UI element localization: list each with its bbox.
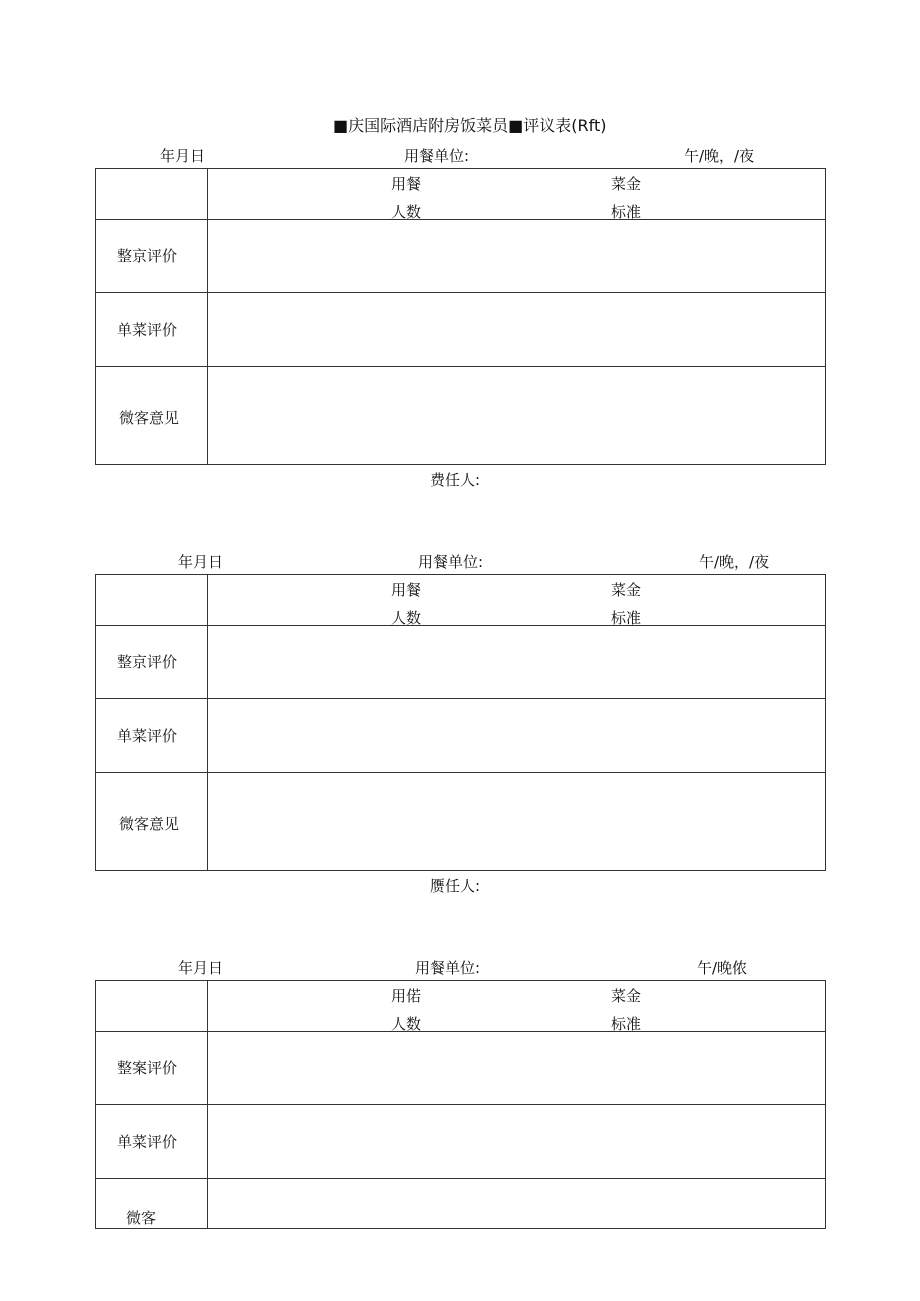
meal-time-label: 午/晚侬 [697, 959, 748, 977]
overall-review-label: 整京评价 [117, 653, 178, 671]
date-label: 年月日 [178, 959, 224, 977]
review-table [95, 980, 826, 1229]
diners-count-label: 用餐 [391, 175, 422, 193]
row-divider [96, 1104, 825, 1105]
dish-review-label: 单菜评价 [117, 727, 178, 745]
meal-time-label: 午/晚，/夜 [699, 553, 770, 571]
diners-count-label-2: 人数 [391, 1015, 422, 1033]
row-divider [96, 625, 825, 626]
diners-count-label-2: 人数 [391, 609, 422, 627]
dining-unit-label: 用餐单位: [404, 147, 470, 165]
date-label: 年月日 [178, 553, 224, 571]
dish-review-label: 单菜评价 [117, 321, 178, 339]
column-divider [207, 169, 208, 464]
dining-unit-label: 用餐单位: [415, 959, 481, 977]
guest-opinion-label: 微客意见 [119, 409, 180, 427]
responsible-person-label: 费任人: [430, 471, 481, 489]
meal-price-label: 菜金 [611, 175, 642, 193]
meal-price-label: 菜金 [611, 581, 642, 599]
guest-opinion-label: 微客意见 [119, 815, 180, 833]
meal-price-label-2: 标准 [611, 1015, 642, 1033]
row-divider [96, 1031, 825, 1032]
meal-time-label: 午/晚，/夜 [684, 147, 755, 165]
row-divider [96, 292, 825, 293]
meal-price-label-2: 标准 [611, 609, 642, 627]
meal-price-label: 菜金 [611, 987, 642, 1005]
page-title: ■庆国际酒店附房饭菜员■评议表(Rft) [333, 116, 607, 135]
row-divider [96, 1178, 825, 1179]
date-label: 年月日 [160, 147, 206, 165]
overall-review-label: 整案评价 [117, 1059, 178, 1077]
column-divider [207, 575, 208, 870]
diners-count-label-2: 人数 [391, 203, 422, 221]
review-table [95, 168, 826, 465]
row-divider [96, 366, 825, 367]
review-table [95, 574, 826, 871]
responsible-person-label: 赝任人: [430, 877, 481, 895]
row-divider [96, 772, 825, 773]
diners-count-label: 用偌 [391, 987, 422, 1005]
guest-opinion-label: 微客 [126, 1209, 157, 1227]
dining-unit-label: 用餐单位: [418, 553, 484, 571]
dish-review-label: 单菜评价 [117, 1133, 178, 1151]
row-divider [96, 698, 825, 699]
overall-review-label: 整京评价 [117, 247, 178, 265]
meal-price-label-2: 标准 [611, 203, 642, 221]
row-divider [96, 219, 825, 220]
diners-count-label: 用餐 [391, 581, 422, 599]
